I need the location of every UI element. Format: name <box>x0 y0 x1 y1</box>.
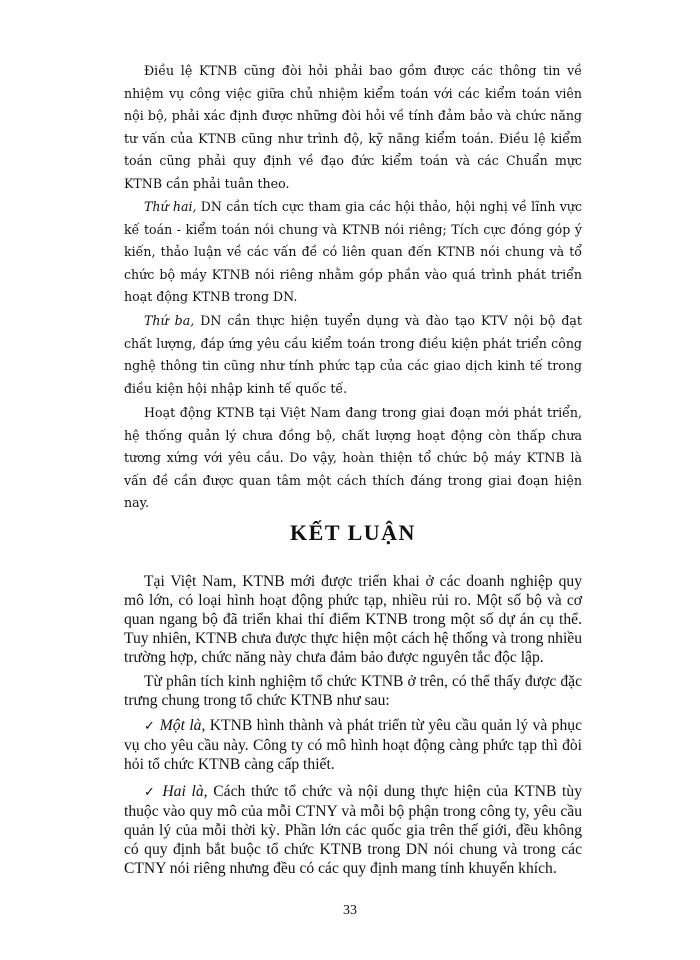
conclusion-text: KTNB hình thành và phát triển từ yêu cầu quản lý và phục vụ cho yêu cầu này. Công ty có mô hình hoạt động càng phức tạp thì đòi hỏi tổ chức KTNB càng cấp thiết. <box>124 717 582 773</box>
conclusion-item-two <box>124 782 582 878</box>
conclusion-text: Tại Việt Nam, KTNB mới được triển khai ở các doanh nghiệp quy mô lớn, có loại hình hoạt động phức tạp, nhiều rủi ro. Một số bộ và cơ quan ngang bộ đã triển khai thí điểm KTNB trong một số dự án cụ thể. Tuy nhiên, KTNB chưa được thực hiện một cách hệ thống và trong nhiều trường hợp, chức năng này chưa đảm bảo được nguyên tắc độc lập. <box>124 573 582 666</box>
conclusion-paragraph-summary <box>124 672 582 710</box>
conclusion-item-one <box>124 716 582 774</box>
page-number: 33 <box>343 903 357 918</box>
paragraph-lead: Thứ ba, <box>144 313 195 328</box>
section-heading: KẾT LUẬN <box>290 520 416 545</box>
conclusion-lead: Một là, <box>155 717 206 734</box>
paragraph-text: Hoạt động KTNB tại Việt Nam đang trong giai đoạn mới phát triển, hệ thống quản lý chưa đồng bộ, chất lượng hoạt động còn thấp chưa tương xứng với yêu cầu. Do vậy, hoàn thiện tổ chức bộ máy KTNB là vấn đề cần được quan tâm một cách thích đáng trong giai đoạn hiện nay. <box>124 405 582 511</box>
paragraph-text: DN cần thực hiện tuyển dụng và đào tạo KTV nội bộ đạt chất lượng, đáp ứng yêu cầu kiểm toán trong điều kiện phát triển công nghệ thông tin cũng như tính phức tạp của các giao dịch kinh tế trong điều kiện hội nhập kinh tế quốc tế. <box>124 313 582 396</box>
conclusion-paragraph-intro <box>124 572 582 667</box>
paragraph-status <box>124 402 582 515</box>
paragraph-charter <box>124 60 582 196</box>
paragraph-third <box>124 310 582 400</box>
check-icon: ✓ <box>144 719 156 734</box>
conclusion-lead: Hai là, <box>156 783 208 800</box>
conclusion-text: Cách thức tổ chức và nội dung thực hiện của KTNB tùy thuộc vào quy mô của mỗi CTNY và mỗi bộ phận trong công ty, yêu cầu quản lý của mỗi thời kỳ. Phần lớn các quốc gia trên thế giới, đều không có quy định bắt buộc tổ chức KTNB trong DN nói chung và trong các CTNY nói riêng nhưng đều có các quy định mang tính khuyến khích. <box>124 783 582 877</box>
conclusion-text: Từ phân tích kinh nghiệm tổ chức KTNB ở trên, có thể thấy được đặc trưng chung trong tổ chức KTNB như sau: <box>124 673 582 709</box>
paragraph-second <box>124 196 582 309</box>
paragraph-lead: Thứ hai, <box>144 199 197 214</box>
paragraph-text: Điều lệ KTNB cũng đòi hỏi phải bao gồm được các thông tin về nhiệm vụ công việc giữa chủ nhiệm kiểm toán với các kiểm toán viên nội bộ, phải xác định được những đòi hỏi về tính đảm bảo và chức năng tư vấn của KTNB cũng như trình độ, kỹ năng kiểm toán. Điều lệ kiểm toán cũng phải quy định về đạo đức kiểm toán và các Chuẩn mực KTNB cần phải tuân theo. <box>124 63 582 191</box>
paragraph-text: DN cần tích cực tham gia các hội thảo, hội nghị về lĩnh vực kế toán - kiểm toán nói chung và KTNB nói riêng; Tích cực đóng góp ý kiến, thảo luận về các vấn đề có liên quan đến KTNB nói chung và tổ chức bộ máy KTNB nói riêng nhằm góp phần vào quá trình phát triển hoạt động KTNB trong DN. <box>124 199 582 305</box>
check-icon: ✓ <box>144 785 157 800</box>
